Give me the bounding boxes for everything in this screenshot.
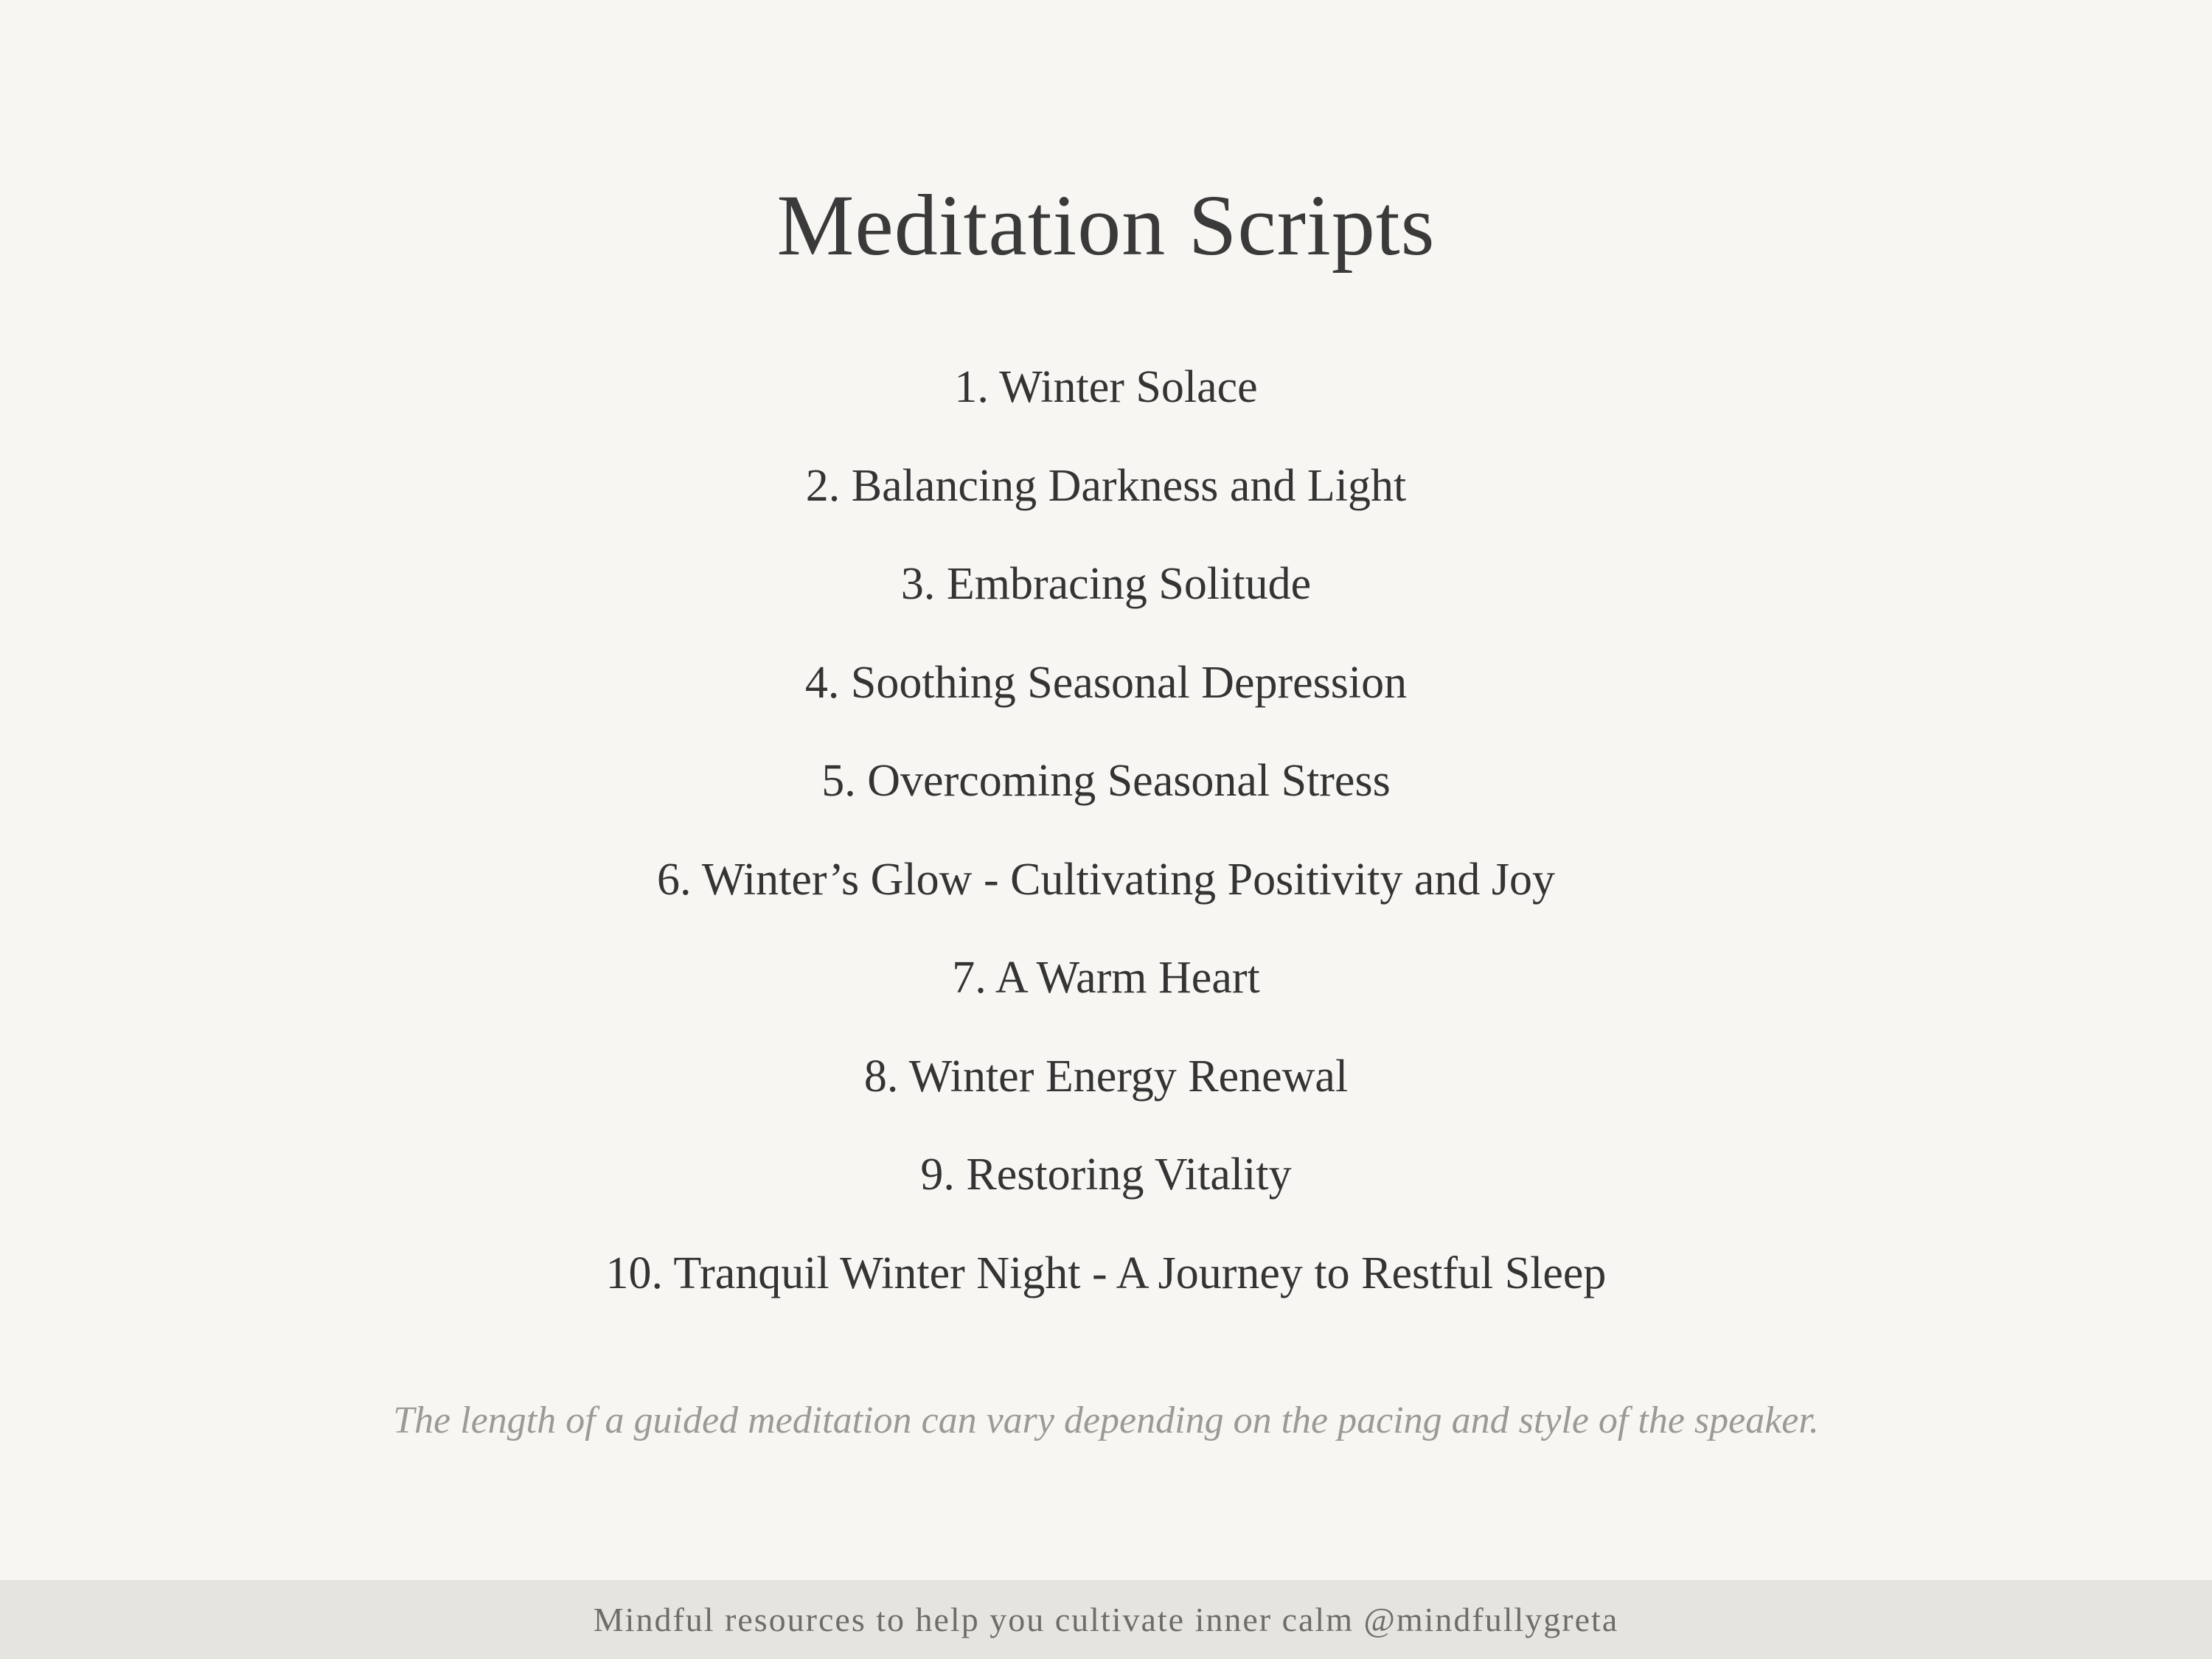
page-title: Meditation Scripts: [776, 177, 1436, 274]
length-note: The length of a guided meditation can vary depending on the pacing and style of the speaker.: [393, 1399, 1819, 1441]
script-item: 9. Restoring Vitality: [920, 1150, 1292, 1200]
script-list: [0, 354, 2212, 1338]
script-item: 10. Tranquil Winter Night - A Journey to Restful Sleep: [605, 1248, 1607, 1298]
footer-tagline: Mindful resources to help you cultivate inner calm @mindfullygreta: [593, 1601, 1619, 1638]
script-item: 1. Winter Solace: [954, 362, 1258, 412]
script-item: 7. A Warm Heart: [952, 953, 1260, 1003]
script-item: 5. Overcoming Seasonal Stress: [821, 756, 1391, 806]
script-item: 2. Balancing Darkness and Light: [805, 460, 1407, 511]
script-item: 6. Winter’s Glow - Cultivating Positivity and Joy: [657, 854, 1555, 905]
script-item: 3. Embracing Solitude: [900, 559, 1312, 609]
script-item: 8. Winter Energy Renewal: [863, 1051, 1349, 1102]
script-item: 4. Soothing Seasonal Depression: [804, 657, 1408, 708]
footer-band: [0, 1580, 2212, 1659]
